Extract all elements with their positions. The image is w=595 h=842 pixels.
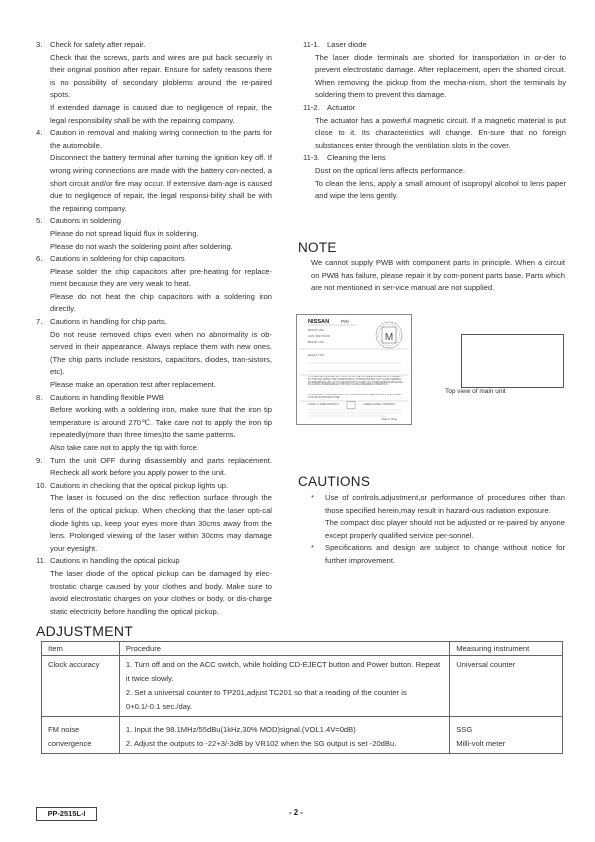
right-item-number: 11-3. — [303, 153, 320, 163]
cautions-heading: CAUTIONS — [298, 474, 371, 489]
left-item-number: 10. — [36, 480, 47, 490]
left-item-text: Please do not spread liquid flux in soldering. — [50, 228, 199, 238]
instrument-name: Milli-volt meter — [456, 739, 506, 748]
left-item-heading: Cautions in handling for chip parts. — [50, 317, 167, 327]
procedure-step: 2. Set a universal counter to TP201,adjust TC201 so that a reading of the counter is 0+0.1/-0.1 sec./day. — [125, 688, 407, 711]
left-item-number: 8. — [36, 392, 43, 402]
main-unit-outline — [461, 334, 564, 388]
left-item-heading: Check for safety after repair. — [50, 40, 146, 49]
label-pn: P/N — [341, 319, 349, 324]
caution-bullet: * — [311, 493, 314, 502]
procedure-step: 1. Turn off and on the ACC switch, while holding CD-EJECT button and Power button. Repeat it twice slowly. — [125, 660, 441, 683]
header-procedure: Procedure — [119, 642, 449, 656]
left-item — [36, 127, 272, 215]
caution-text: The compact disc player should not be adjusted or re-paired by anyone except properly qualified service per-sonnel. — [325, 518, 565, 540]
left-item — [36, 480, 272, 556]
right-item-text: The actuator has a powerful magnetic circuit. If a magnetic material is put close to it. Its characteristics will change. En-sure that no foreign substances enter through the ventilation slots in the cover. — [315, 115, 566, 150]
right-item-heading: Cleaning the lens — [327, 153, 386, 163]
caution-bullet: * — [311, 543, 314, 553]
label-fcc-text: THIS DEVICE COMPLIES WITH PART 15 OF THE FCC RULES OPERATION IS SUBJECT TO THE FOLLOWING TWO CONDITIONS (1) THIS DEVICE MAY NOT CAUSE HARMFUL INTERFERENCE AND (2) THIS DEVICE MUST ACCEPT ANY INTERFERENCE RECEIVED INCLUDING INTERFERENCE THAT MAY CAUSE UNDESIRED OPERATION — [308, 376, 403, 387]
right-item-heading: Actuator — [327, 102, 356, 112]
left-item — [36, 253, 272, 316]
model-code-box: PP-2515L-I — [36, 807, 97, 821]
cell-item: Clock accuracy — [42, 656, 120, 717]
left-item-text: The laser is focused on the disc reflection surface through the lens of the optical pickup. When checking that the laser opti-cal diode lights up, keep your eyes more than 30cms away from the lens. Prolonged viewing of the laser within 30cms may damage your eyesight. — [50, 493, 272, 553]
label-dhhs-text: THIS PRODUCT COMPLIES WITH DHHS RULES 21 CFR SUBCHAPTER J APPLICABLE AT DATE OF MANUFACTURE — [308, 394, 401, 399]
right-item — [303, 152, 566, 202]
table-row — [42, 717, 563, 754]
left-item-heading: Cautions in handling flexible PWB — [50, 392, 164, 402]
svg-text:M: M — [384, 332, 394, 343]
left-item-text: The laser diode of the optical pickup can be damaged by elec-trostatic charge caused by your clothes and body. Make sure to avoid electrostatic charges on your clothes or body, or dis-charge static electricity before handling the optical pickup. — [50, 568, 272, 616]
right-column — [303, 39, 566, 203]
procedure-step: 2. Adjust the outputs to -22+3/-3dB by VR102 when the SG output is set -20dBu. — [125, 739, 397, 748]
left-item-heading: Cautions in soldering — [50, 216, 121, 226]
right-item — [303, 102, 566, 152]
left-item-number: 4. — [36, 128, 43, 138]
instrument-name: SSG — [456, 725, 473, 734]
left-item — [36, 555, 272, 618]
label-brand: NISSAN — [308, 319, 330, 325]
left-item-text: Please solder the chip capacitors after pre-heating for replace-ment because they are very weak to heat. — [50, 266, 272, 289]
left-item-heading: Cautions in handling the optical pickup — [50, 556, 180, 566]
header-item: Item — [42, 642, 120, 656]
instrument-name: Universal counter — [456, 660, 516, 669]
label-bottom-2: LASER KLASSE 1 PRODUKT — [363, 403, 396, 406]
left-item-number: 9. — [36, 455, 43, 465]
left-item-text: Check that the screws, parts and wires are put back securely in their original position after repair. Ensure for safety reasons there is no possibility of secondary ploblems around the re-paired spots. — [50, 52, 272, 100]
caution-text: Use of controls,adjustment,or performance of procedures other than those specified herein,may result in hazard-ous radiation exposure. — [325, 493, 565, 515]
cell-procedure — [119, 717, 449, 754]
header-instrument: Measuring instrument — [450, 642, 563, 656]
note-heading: NOTE — [298, 240, 337, 255]
left-item-text: Please make an operation test after replacement. — [50, 380, 216, 390]
left-item — [36, 39, 272, 127]
left-item-number: 6. — [36, 254, 43, 264]
adjustment-heading: ADJUSTMENT — [36, 623, 134, 639]
left-item-text: Do not reuse removed chips even when no abnormality is ob-served in their appearance. Always replace them with new ones. (The chip parts include resistors, capacitors, diodes, tran-sistors, etc). — [50, 329, 272, 377]
right-item-number: 11-2. — [303, 102, 320, 112]
table-row — [42, 656, 563, 717]
product-label-drawing — [297, 315, 411, 424]
left-item-text: Disconnect the battery terminal after turning the ignition key off. If wrong wiring connections are made with the battery con-nected, a short circuit and/or fire may occur. If extensive dam-age is caused due to negligence of repair, the legal responsi-bility shall be with the repairing company. — [50, 153, 272, 213]
left-item — [36, 215, 272, 253]
note-body: We cannot supply PWB with component parts in principle. When a circuit on PWB has failure, please repair it by com-ponent parts base. Parts which are not mentioned in ser-vice manual are not supplied. — [311, 258, 565, 293]
label-bottom-1: CLASS 1 LASER PRODUCT — [308, 403, 339, 406]
table-header-row — [42, 642, 563, 656]
page-number: - 2 - — [289, 808, 303, 817]
right-item-number: 11-1. — [303, 40, 320, 49]
procedure-step: 1. Input the 98.1MHz/55dBu(1kHz,30% MOD)signal.(VOL1.4V=0dB) — [125, 725, 356, 734]
left-item-text: Before working with a soldering iron, make sure that the iron tip temperature is around 270℃. Take care not to apply the iron tip repeatedly(more than three times)to the same patterns. — [50, 405, 272, 440]
adjustment-table — [41, 641, 563, 754]
cell-item: FM noise convergence — [42, 717, 120, 754]
left-column — [36, 39, 272, 618]
left-item-text: Also take care not to apply the tip with force. — [50, 443, 200, 452]
label-line-3: MFD BY USA — [308, 341, 324, 344]
left-item-text: Please do not wash the soldering point after soldering. — [50, 241, 233, 251]
right-item-text: Dust on the optical lens affects performance. — [315, 165, 466, 175]
left-item-number: 3. — [36, 40, 43, 49]
left-item-heading: Cautions in soldering for chip capacitors — [50, 254, 185, 264]
cell-instrument — [450, 717, 563, 754]
left-item-heading: Cautions in checking that the optical pickup lights up. — [50, 480, 229, 490]
label-line-2: UGS / MAN STAIR — [308, 335, 330, 338]
cautions-list — [311, 492, 565, 568]
right-item-text: To clean the lens, apply a small amount of isopropyl alcohol to lens paper and wipe the lens gently. — [315, 178, 566, 201]
product-label-figure — [296, 314, 412, 425]
cell-instrument — [450, 656, 563, 717]
main-unit-caption: Top view of main unit — [445, 388, 506, 395]
left-item-text: Please do not heat the chip capacitors with a soldering iron directly. — [50, 291, 272, 314]
left-item-number: 5. — [36, 216, 43, 226]
left-item — [36, 316, 272, 392]
left-item — [36, 455, 272, 480]
left-item-text: If extended damage is caused due to negligence of repair, the legal responsibility shall be with the repairing company. — [50, 102, 272, 125]
left-item-number: 11. — [36, 556, 46, 566]
left-item-number: 7. — [36, 317, 43, 327]
caution-item — [311, 542, 565, 567]
label-bottom-3: Made in China — [381, 418, 397, 421]
label-line-1: MFD BY USA — [308, 329, 324, 332]
left-item-heading: Caution in removal and making wiring connection to the parts for the automobile. — [50, 128, 272, 150]
label-model-line: Model # / S/N — [308, 354, 324, 357]
right-item-text: The laser diode terminals are shorted for transportation in or-der to prevent electrostatic damage. After replacement, open the shorted circuit. When removing the pickup from the mecha-nism, short the terminals by soldering them to prevent this damage. — [315, 52, 566, 100]
left-item — [36, 392, 272, 455]
right-item — [303, 39, 566, 102]
left-item-heading: Turn the unit OFF during disassembly and parts replacement. Recheck all work before you apply power to the unit. — [50, 455, 272, 478]
right-item-heading: Laser diode — [327, 40, 367, 49]
caution-item — [311, 492, 565, 542]
cell-procedure — [119, 656, 449, 717]
caution-text: Specifications and design are subject to change without notice for further improvement. — [325, 543, 565, 565]
